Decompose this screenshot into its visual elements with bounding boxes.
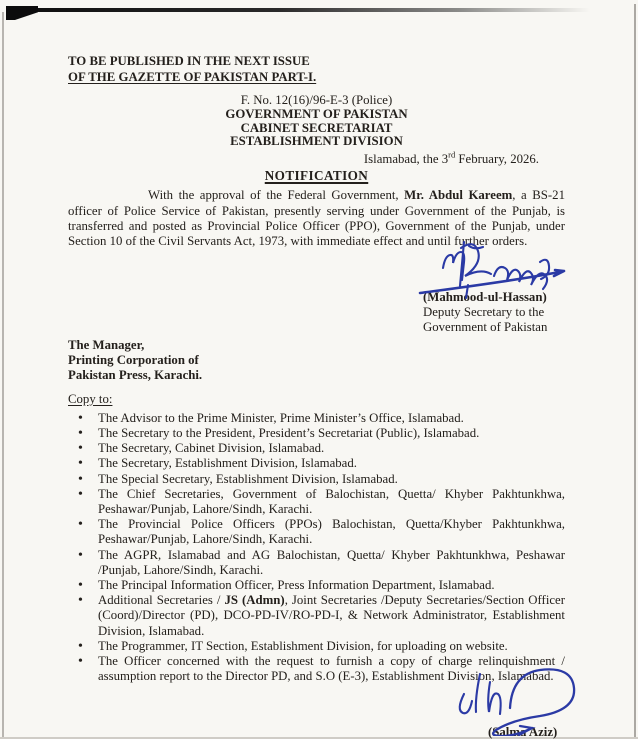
date-suffix: February, 2026. <box>455 152 539 167</box>
copy-to-item: • The Officer concerned with the request to furnish a copy of charge relinquishment / assumption report to the Director PD, and S.O (E-3), Establishment Division, Islamabad. <box>68 654 565 684</box>
letterhead <box>68 94 565 149</box>
addressee-line3: Pakistan Press, Karachi. <box>68 367 203 382</box>
org-secretariat: CABINET SECRETARIAT <box>240 120 393 135</box>
publish-line-1: TO BE PUBLISHED IN THE NEXT ISSUE <box>68 54 310 68</box>
date-line <box>68 149 565 167</box>
signatory1-title-line2: Government of Pakistan <box>423 319 548 334</box>
copy-to-item: • Additional Secretaries / JS (Admn), Joint Secretaries /Deputy Secretaries/Section Officer (Coord)/Director (PD), DCO-PD-IV/RO-PD-I, & Network Administrator, Establishment Division, Islamabad. <box>68 593 565 639</box>
officer-name: Mr. Abdul Kareem <box>404 188 513 203</box>
copy-to-item: • The Special Secretary, Establishment Division, Islamabad. <box>68 472 565 487</box>
addressee-line2: Printing Corporation of <box>68 352 199 367</box>
copy-to-item: • The Secretary to the President, President’s Secretariat (Public), Islamabad. <box>68 426 565 441</box>
signatory1-title-line1: Deputy Secretary to the <box>423 304 545 319</box>
date-ordinal-suffix: rd <box>448 149 456 160</box>
org-division: ESTABLISHMENT DIVISION <box>230 134 403 149</box>
copy-to-item: • The Secretary, Establishment Division, Islamabad. <box>68 456 565 471</box>
signature-block-deputy-secretary <box>423 290 565 335</box>
publish-line-2: OF THE GAZETTE OF PAKISTAN PART-I. <box>68 69 317 84</box>
copy-to-label: Copy to: <box>68 391 113 406</box>
copy-to-item: • The Chief Secretaries, Government of Balochistan, Quetta/ Khyber Pakhtunkhwa, Peshawar/Punjab, Lahore/Sindh, Karachi. <box>68 487 565 517</box>
date-prefix: Islamabad, the 3 <box>363 152 449 167</box>
signature-block-salma-aziz <box>488 725 565 739</box>
body-paragraph <box>68 188 565 250</box>
copy-to-item: • The Provincial Police Officers (PPOs) Balochistan, Quetta/Khyber Pakhtunkhwa, Peshawar/Punjab, Lahore/Sindh, Karachi. <box>68 517 565 547</box>
body-text-pre: With the approval of the Federal Government, <box>148 188 405 203</box>
copy-to-item: • The AGPR, Islamabad and AG Balochistan, Quetta/ Khyber Pakhtunkhwa, Peshawar /Punjab, Lahore/Sindh, Karachi. <box>68 548 565 578</box>
copy-to-item: • The Secretary, Cabinet Division, Islamabad. <box>68 441 565 456</box>
addressee-block <box>68 338 565 383</box>
copy-to-item: • The Advisor to the Prime Minister, Prime Minister’s Office, Islamabad. <box>68 411 565 426</box>
copy-to-list <box>68 411 565 685</box>
copy-to-item: • The Principal Information Officer, Press Information Department, Islamabad. <box>68 578 565 593</box>
addressee-line1: The Manager, <box>68 337 145 352</box>
org-name: GOVERNMENT OF PAKISTAN <box>225 106 408 121</box>
body-text-post: , a BS-21 officer of Police Service of Pakistan, presently serving under Government of the Punjab, is transferred and posted as Provincial Police Officer (PPO), Government of the Punjab, under Section 10 of the Civil Servants Act, 1973, with immediate effect and until further orders. <box>68 188 565 249</box>
copy-to-item: • The Programmer, IT Section, Establishment Division, for uploading on website. <box>68 639 565 654</box>
file-number: F. No. 12(16)/96-E-3 (Police) <box>240 93 393 107</box>
signatory1-name: (Mahmood-ul-Hassan) <box>423 289 547 304</box>
publish-notice <box>68 54 565 85</box>
signatory2-name: (Salma Aziz) <box>488 725 558 739</box>
notification-heading: NOTIFICATION <box>264 168 369 184</box>
